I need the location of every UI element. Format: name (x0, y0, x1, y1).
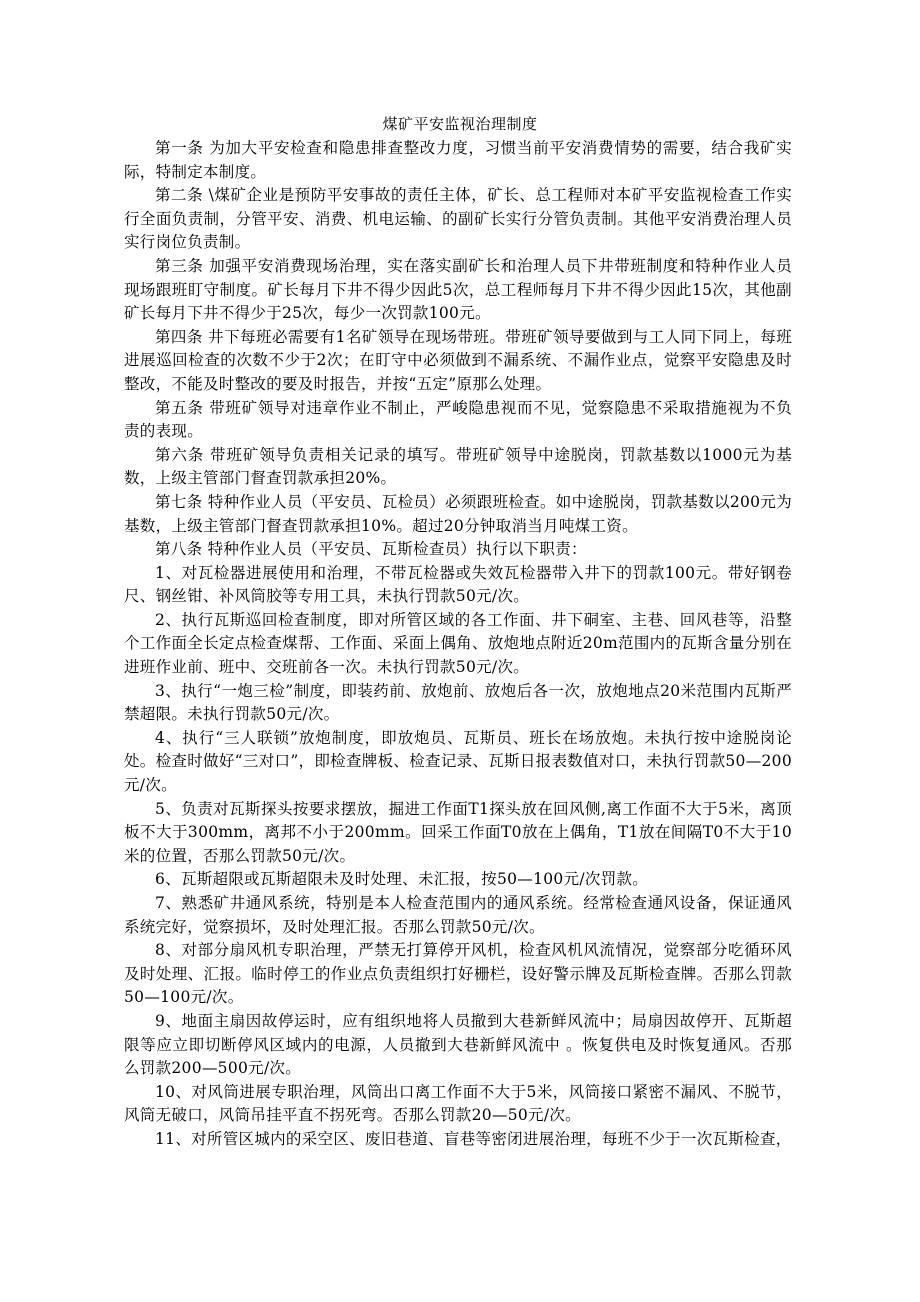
paragraph-article-2: 第二条 \煤矿企业是预防平安事故的责任主体，矿长、总工程师对本矿平安监视检查工作实行全面负责制，分管平安、消费、机电运输、的副矿长实行分管负责制。其他平安消费治理人员实行岗位负责制。 (124, 186, 792, 252)
paragraph-article-3: 第三条 加强平安消费现场治理，实在落实副矿长和治理人员下井带班制度和特种作业人员现场跟班盯守制度。矿长每月下井不得少因此5次，总工程师每月下井不得少因此15次，其他副矿长每月下井不得少于25次，每少一次罚款100元。 (124, 256, 792, 323)
paragraph-item-2: 2、执行瓦斯巡回检查制度，即对所管区域的各工作面、井下硐室、主巷、回风巷等，沿整个工作面全长定点检查煤帮、工作面、采面上偶角、放炮地点附近20m范围内的瓦斯含量分别在进班作业前、班中、交班前各一次。未执行罚款50元/次。 (124, 610, 792, 677)
paragraph-article-1: 第一条 为加大平安检查和隐患排查整改力度，习惯当前平安消费情势的需要，结合我矿实际，特制定本制度。 (124, 139, 792, 181)
paragraph-article-7: 第七条 特种作业人员（平安员、瓦检员）必须跟班检查。如中途脱岗，罚款基数以200元为基数，上级主管部门督查罚款承担10%。超过20分钟取消当月吨煤工资。 (124, 492, 792, 535)
paragraph-item-7: 7、熟悉矿井通风系统，特别是本人检查范围内的通风系统。经常检查通风设备，保证通风系统完好，觉察损坏，及时处理汇报。否那么罚款50元/次。 (124, 894, 792, 936)
paragraph-item-8: 8、对部分扇风机专职治理，严禁无打算停开风机，检查风机风流情况，觉察部分吃循环风及时处理、汇报。临时停工的作业点负责组织打好栅栏，设好警示牌及瓦斯检查牌。否那么罚款50—100元/次。 (124, 941, 792, 1007)
paragraph-item-5: 5、负责对瓦斯探头按要求摆放，掘进工作面T1探头放在回风侧,离工作面不大于5米，离顶板不大于300mm，离邦不小于200mm。回采工作面T0放在上偶角，T1放在间隔T0不大于10米的位置，否那么罚款50元/次。 (124, 799, 792, 865)
paragraph-article-5: 第五条 带班矿领导对违章作业不制止，严峻隐患视而不见，觉察隐患不采取措施视为不负责的表现。 (124, 398, 792, 441)
document-body (124, 137, 792, 1152)
paragraph-item-11: 11、对所管区城内的采空区、废旧巷道、盲巷等密闭进展治理，每班不少于一次瓦斯检查， (155, 1129, 792, 1148)
paragraph-article-4: 第四条 井下每班必需要有1名矿领导在现场带班。带班矿领导要做到与工人同下同上，每班进展巡回检查的次数不少于2次；在盯守中必须做到不漏系统、不漏作业点，觉察平安隐患及时整改，不能及时整改的要及时报告，并按“五定”原那么处理。 (124, 327, 792, 393)
paragraph-item-9: 9、地面主扇因故停运时，应有组织地将人员撤到大巷新鲜风流中；局扇因故停开、瓦斯超限等应立即切断停风区域内的电源，人员撤到大巷新鲜风流中 。恢复供电及时恢复通风。否那么罚款200—500元/次。 (124, 1011, 792, 1078)
paragraph-item-3: 3、执行“一炮三检”制度，即装药前、放炮前、放炮后各一次，放炮地点20米范围内瓦斯严禁超限。未执行罚款50元/次。 (124, 681, 792, 724)
paragraph-item-4: 4、执行“三人联锁”放炮制度，即放炮员、瓦斯员、班长在场放炮。未执行按中途脱岗论处。检查时做好“三对口”，即检查牌板、检查记录、瓦斯日报表数值对口，未执行罚款50—200元/次。 (124, 728, 792, 795)
paragraph-item-6: 6、瓦斯超限或瓦斯超限未及时处理、未汇报，按50—100元/次罚款。 (155, 870, 649, 889)
paragraph-item-10: 10、对风筒进展专职治理，风筒出口离工作面不大于5米，风筒接口紧密不漏风、不脱节，风筒无破口，风筒吊挂平直不拐死弯。否那么罚款20—50元/次。 (124, 1082, 792, 1125)
paragraph-item-1: 1、对瓦检器进展使用和治理，不带瓦检器或失效瓦检器带入井下的罚款100元。带好钢卷尺、钢丝钳、补风筒胶等专用工具，未执行罚款50元/次。 (124, 563, 792, 606)
document-title: 煤矿平安监视治理制度 (382, 115, 538, 133)
paragraph-article-8: 第八条 特种作业人员（平安员、瓦斯检查员）执行以下职责： (155, 540, 587, 559)
paragraph-article-6: 第六条 带班矿领导负责相关记录的填写。带班矿领导中途脱岗，罚款基数以1000元为基数，上级主管部门督查罚款承担20%。 (124, 445, 792, 488)
